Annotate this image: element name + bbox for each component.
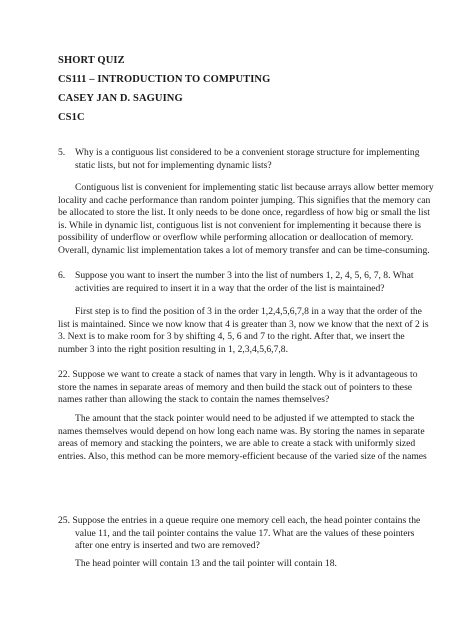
answer-5 <box>58 182 453 258</box>
question-22 <box>58 369 453 407</box>
section-label: CS1C <box>58 112 85 123</box>
answer-22-line-1: The amount that the stack pointer would need to be adjusted if we attempted to stack the <box>75 413 415 424</box>
question-6 <box>58 270 453 295</box>
question-25-line-3: after one entry is inserted and two are removed? <box>75 540 260 552</box>
answer-5-line-1: Contiguous list is convenient for implementing static list because arrays allow better memory <box>75 182 434 193</box>
question-5 <box>58 147 453 172</box>
answer-6-line-1: First step is to find the position of 3 in the order 1,2,4,5,6,7,8 in a way that the order of the <box>75 306 422 317</box>
answer-6-line-3: 3. Next is to make room for 3 by shifting 4, 5, 6 and 7 to the right. After that, we insert the <box>58 331 405 343</box>
question-6-number: 6. <box>58 270 66 281</box>
question-25 <box>58 515 453 553</box>
question-25-line-1: 25. Suppose the entries in a queue require one memory cell each, the head pointer contains the <box>58 515 421 526</box>
question-25-line-2: value 11, and the tail pointer contains the value 17. What are the values of these pointers <box>75 527 415 539</box>
answer-6-line-4: number 3 into the right position resulting in 1, 2,3,4,5,6,7,8. <box>58 343 288 355</box>
answer-5-line-6: Overall, dynamic list implementation takes a lot of memory transfer and can be time-consuming. <box>58 244 430 256</box>
question-5-line-1: Why is a contiguous list considered to be a convenient storage structure for implementing <box>75 147 420 158</box>
answer-5-line-4: is. While in dynamic list, contiguous list is not convenient for implementing it because there is <box>58 219 421 231</box>
answer-6-line-2: list is maintained. Since we now know that 4 is greater than 3, now we know that the next of 2 is <box>58 318 429 330</box>
answer-25 <box>58 558 453 571</box>
answer-6 <box>58 306 453 356</box>
answer-5-line-2: locality and cache performance than random pointer jumping. This signifies that the memory can <box>58 194 431 206</box>
question-22-line-3: names rather than allowing the stack to contain the names themselves? <box>58 394 330 406</box>
answer-25-line-1: The head pointer will contain 13 and the tail pointer will contain 18. <box>75 558 337 569</box>
answer-22-line-3: areas of memory and stacking the pointers, we are able to create a stack with uniformly sized <box>58 438 416 450</box>
question-6-line-2: activities are required to insert it in a way that the order of the list is maintained? <box>75 282 385 294</box>
answer-22-line-4: entries. Also, this method can be more memory-efficient because of the varied size of the names <box>58 450 427 462</box>
answer-22-line-2: names themselves would depend on how long each name was. By storing the names in separate <box>58 425 425 437</box>
answer-5-line-3: be allocated to store the list. It only needs to be done once, regardless of how big or small the list <box>58 207 430 219</box>
answer-22 <box>58 413 453 463</box>
question-5-line-2: static lists, but not for implementing dynamic lists? <box>75 159 272 171</box>
question-22-line-2: store the names in separate areas of memory and then build the stack out of pointers to these <box>58 381 413 393</box>
question-5-number: 5. <box>58 147 66 158</box>
question-22-line-1: 22. Suppose we want to create a stack of names that vary in length. Why is it advantageous to <box>58 369 418 380</box>
question-6-line-1: Suppose you want to insert the number 3 into the list of numbers 1, 2, 4, 5, 6, 7, 8. What <box>75 270 414 281</box>
quiz-title: SHORT QUIZ <box>58 55 125 66</box>
student-name: CASEY JAN D. SAGUING <box>58 93 183 104</box>
answer-5-line-5: possibility of underflow or overflow while performing allocation or deallocation of memory. <box>58 232 414 244</box>
course-title: CS111 – INTRODUCTION TO COMPUTING <box>58 74 271 85</box>
